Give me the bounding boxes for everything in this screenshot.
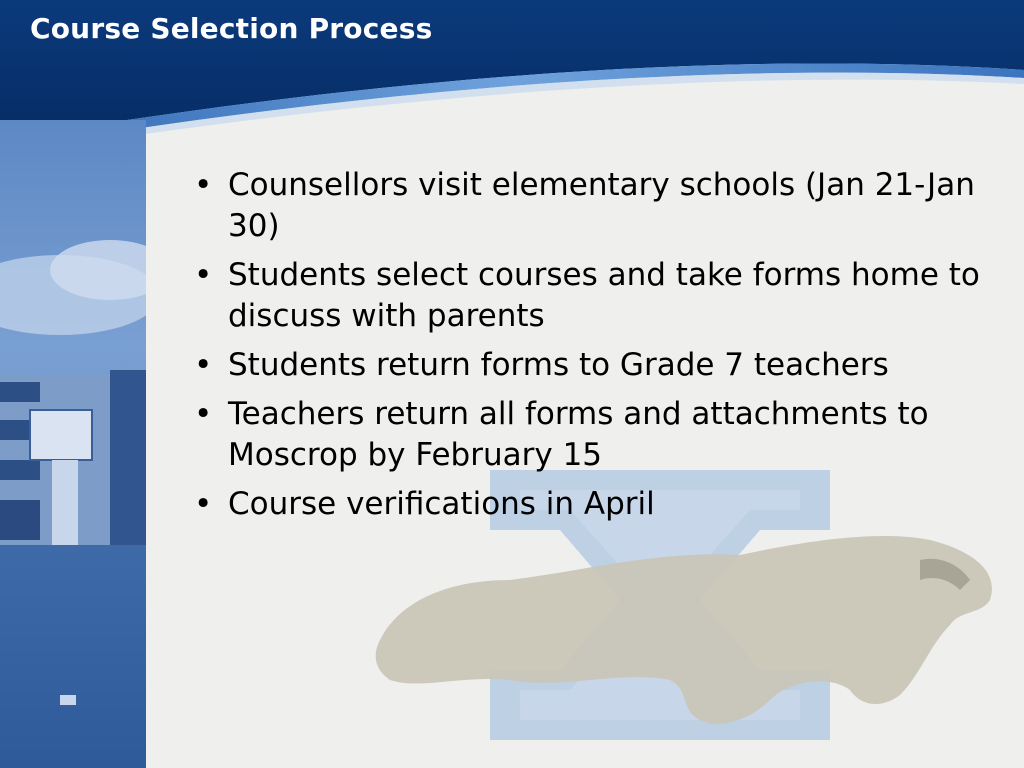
school-photo [0, 120, 146, 768]
bullet-item [188, 345, 988, 386]
bullet-list [188, 165, 988, 525]
slide-content [188, 165, 988, 533]
bullet-text: Students return forms to Grade 7 teachers [228, 347, 889, 383]
bullet-text: Teachers return all forms and attachments to Moscrop by February 15 [228, 396, 929, 473]
bullet-icon: • [194, 396, 213, 432]
bullet-item [188, 255, 988, 337]
bullet-icon: • [194, 486, 213, 522]
bullet-item [188, 165, 988, 247]
school-photo-image [0, 120, 146, 768]
title-banner [0, 0, 1024, 160]
bullet-icon: • [194, 347, 213, 383]
bullet-item [188, 394, 988, 476]
bullet-text: Students select courses and take forms home to discuss with parents [228, 257, 980, 334]
bullet-item [188, 484, 988, 525]
bullet-text: Counsellors visit elementary schools (Jan 21-Jan 30) [228, 167, 975, 244]
slide-title: Course Selection Process [30, 12, 433, 45]
bullet-text: Course verifications in April [228, 486, 655, 522]
bullet-icon: • [194, 257, 213, 293]
bullet-icon: • [194, 167, 213, 203]
